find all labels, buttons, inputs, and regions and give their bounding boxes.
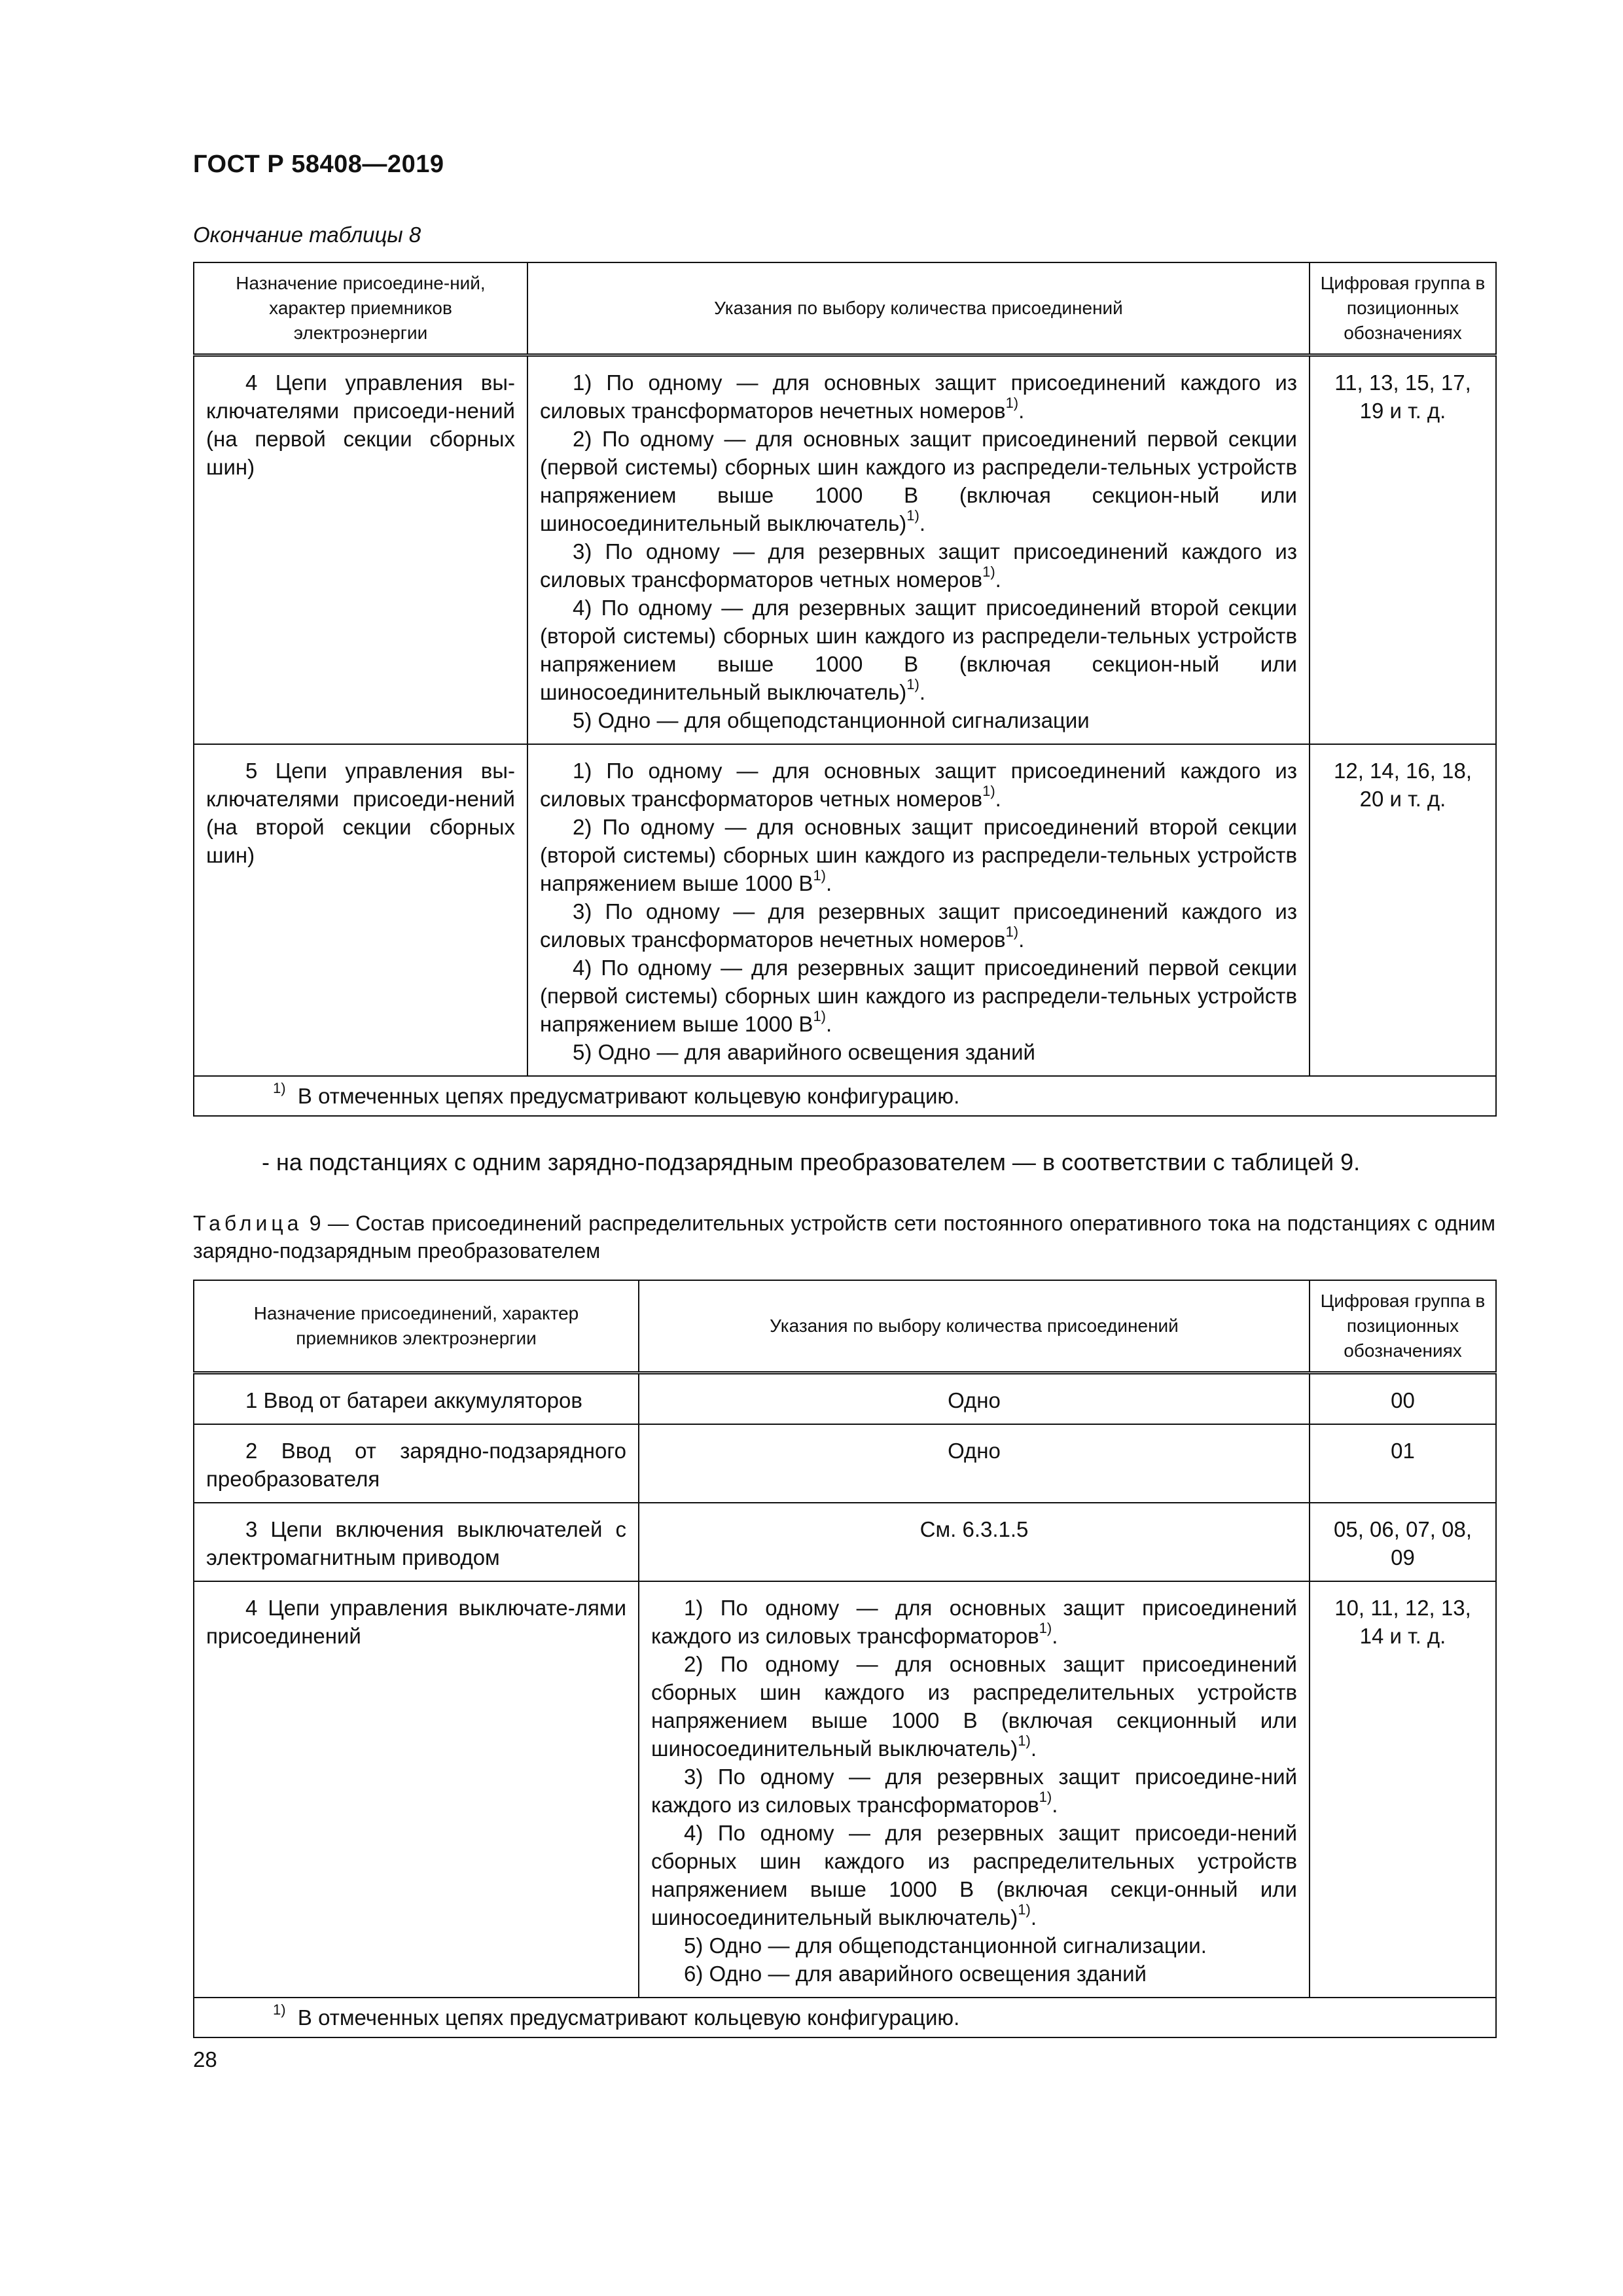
table9-col-digit-group: Цифровая группа в позиционных обозначениях [1310, 1280, 1496, 1373]
row-purpose: 3 Цепи включения выключателей с электромагнитным приводом [194, 1503, 639, 1581]
table-row [194, 744, 1496, 1076]
instruction-item: 3) По одному — для резервных защит присоедине-ний каждого из силовых трансформаторов$^{1)}$. [651, 1765, 1297, 1817]
instruction-item: 5) Одно — для аварийного освещения зданий [573, 1040, 1035, 1064]
table-row [194, 1424, 1496, 1503]
footnote-ref: 1) [813, 1008, 826, 1024]
table8-footnote-row [194, 1076, 1496, 1116]
footnote-text: В отмеченных цепях предусматривают кольцевую конфигурацию. [297, 1084, 960, 1108]
table-row [194, 1373, 1496, 1425]
row-digit-group: 05, 06, 07, 08, 09 [1310, 1503, 1496, 1581]
footnote-ref: 1) [982, 564, 995, 580]
instruction-item: 5) Одно — для общеподстанционной сигнализации [573, 708, 1090, 732]
instruction-item: 2) По одному — для основных защит присоединений сборных шин каждого из распределительных устройств напряжением выше 1000 В (включая секционный или шиносоединительный выключатель)$^{1)}$. [651, 1652, 1297, 1761]
table8-footnote [194, 1076, 1496, 1116]
row-digit-group: 00 [1310, 1373, 1496, 1425]
footnote-ref: 1) [1018, 1901, 1031, 1918]
instruction-item: 1) По одному — для основных защит присоединений каждого из силовых трансформаторов нечетных номеров$^{1)}$. [540, 370, 1297, 423]
page-number: 28 [193, 2047, 217, 2072]
table9-footnote [194, 1998, 1496, 2037]
instruction-item: 1) По одному — для основных защит присоединений каждого из силовых трансформаторов четных номеров$^{1)}$. [540, 759, 1297, 811]
footnote-ref: 1) [1005, 395, 1019, 411]
row-digit-group: 12, 14, 16, 18, 20 и т. д. [1310, 744, 1496, 1076]
row-digit-group: 11, 13, 15, 17, 19 и т. д. [1310, 355, 1496, 745]
footnote-mark: 1) [273, 1080, 286, 1096]
row-instructions: См. 6.3.1.5 [639, 1503, 1310, 1581]
instruction-item: 4) По одному — для резервных защит присоеди-нений сборных шин каждого из распределительных устройств напряжением выше 1000 В (включая секци-онный или шиносоединительный выключатель)$^{1)}$. [651, 1821, 1297, 1929]
instruction-item: 6) Одно — для аварийного освещения зданий [684, 1962, 1147, 1986]
table9-footnote-row [194, 1998, 1496, 2037]
row-instructions [527, 355, 1310, 745]
row-instructions: Одно [639, 1373, 1310, 1425]
standard-header: ГОСТ Р 58408—2019 [193, 151, 444, 178]
table8-col-purpose: Назначение присоедине-ний, характер приемников электроэнергии [194, 262, 527, 355]
footnote-text: В отмеченных цепях предусматривают кольцевую конфигурацию. [297, 2005, 960, 2030]
row-digit-group: 10, 11, 12, 13, 14 и т. д. [1310, 1581, 1496, 1998]
instruction-item: 3) По одному — для резервных защит присоединений каждого из силовых трансформаторов нечетных номеров$^{1)}$. [540, 899, 1297, 952]
row-purpose: 5 Цепи управления вы-ключателями присоеди-нений (на второй секции сборных шин) [194, 744, 527, 1076]
body-paragraph: - на подстанциях с одним зарядно-подзарядным преобразователем — в соответствии с таблицей 9. [262, 1149, 1361, 1175]
table8-col-digit-group: Цифровая группа в позиционных обозначениях [1310, 262, 1496, 355]
row-purpose: 2 Ввод от зарядно-подзарядного преобразователя [194, 1424, 639, 1503]
table8-continuation-caption: Окончание таблицы 8 [193, 223, 421, 247]
table9-col-purpose: Назначение присоединений, характер приемников электроэнергии [194, 1280, 639, 1373]
row-purpose: 1 Ввод от батареи аккумуляторов [194, 1373, 639, 1425]
row-instructions: Одно [639, 1424, 1310, 1503]
footnote-mark: 1) [273, 2001, 286, 2018]
instruction-item: 4) По одному — для резервных защит присоединений второй секции (второй системы) сборных шин каждого из распредели-тельных устройств напряжением выше 1000 В (включая секцион-ный или шиносоединительный выключатель)$^{1)}$. [540, 596, 1297, 704]
footnote-ref: 1) [1018, 1732, 1031, 1749]
footnote-ref: 1) [906, 676, 919, 692]
row-instructions [639, 1581, 1310, 1998]
instruction-item: 2) По одному — для основных защит присоединений первой секции (первой системы) сборных шин каждого из распредели-тельных устройств напряжением выше 1000 В (включая секцион-ный или шиносоединительный выключатель)$^{1)}$. [540, 427, 1297, 535]
footnote-ref: 1) [906, 507, 919, 524]
table9-caption [193, 1210, 1495, 1265]
table9-caption-text: 9 — Состав присоединений распределительных устройств сети постоянного оперативного тока на подстанциях с одним зарядно-подзарядным преобразователем [193, 1211, 1496, 1263]
row-purpose: 4 Цепи управления вы-ключателями присоеди-нений (на первой секции сборных шин) [194, 355, 527, 745]
instruction-item: 2) По одному — для основных защит присоединений второй секции (второй системы) сборных шин каждого из распредели-тельных устройств напряжением выше 1000 $В^{1)}$. [540, 815, 1297, 895]
instruction-item: 3) По одному — для резервных защит присоединений каждого из силовых трансформаторов четных номеров$^{1)}$. [540, 539, 1297, 592]
table-row [194, 1581, 1496, 1998]
table-row [194, 355, 1496, 745]
row-instructions [527, 744, 1310, 1076]
instruction-item: 4) По одному — для резервных защит присоединений первой секции (первой системы) сборных шин каждого из распредели-тельных устройств напряжением выше 1000 $В^{1)}$. [540, 956, 1297, 1036]
table9-header-row [194, 1280, 1496, 1373]
footnote-ref: 1) [1039, 1620, 1052, 1636]
table9-caption-label: Таблица [193, 1211, 303, 1235]
table8-col-instructions: Указания по выбору количества присоединений [527, 262, 1310, 355]
row-purpose: 4 Цепи управления выключате-лями присоединений [194, 1581, 639, 1998]
footnote-ref: 1) [813, 867, 826, 884]
footnote-ref: 1) [1039, 1789, 1052, 1805]
table-8 [193, 262, 1497, 1117]
footnote-ref: 1) [1005, 924, 1019, 940]
footnote-ref: 1) [982, 783, 995, 799]
row-digit-group: 01 [1310, 1424, 1496, 1503]
table-row [194, 1503, 1496, 1581]
instruction-item: 1) По одному — для основных защит присоединений каждого из силовых трансформаторов$^{1)}$. [651, 1596, 1297, 1648]
table-9 [193, 1280, 1497, 2038]
instruction-item: 5) Одно — для общеподстанционной сигнализации. [684, 1933, 1207, 1958]
table9-col-instructions: Указания по выбору количества присоединений [639, 1280, 1310, 1373]
table8-header-row [194, 262, 1496, 355]
